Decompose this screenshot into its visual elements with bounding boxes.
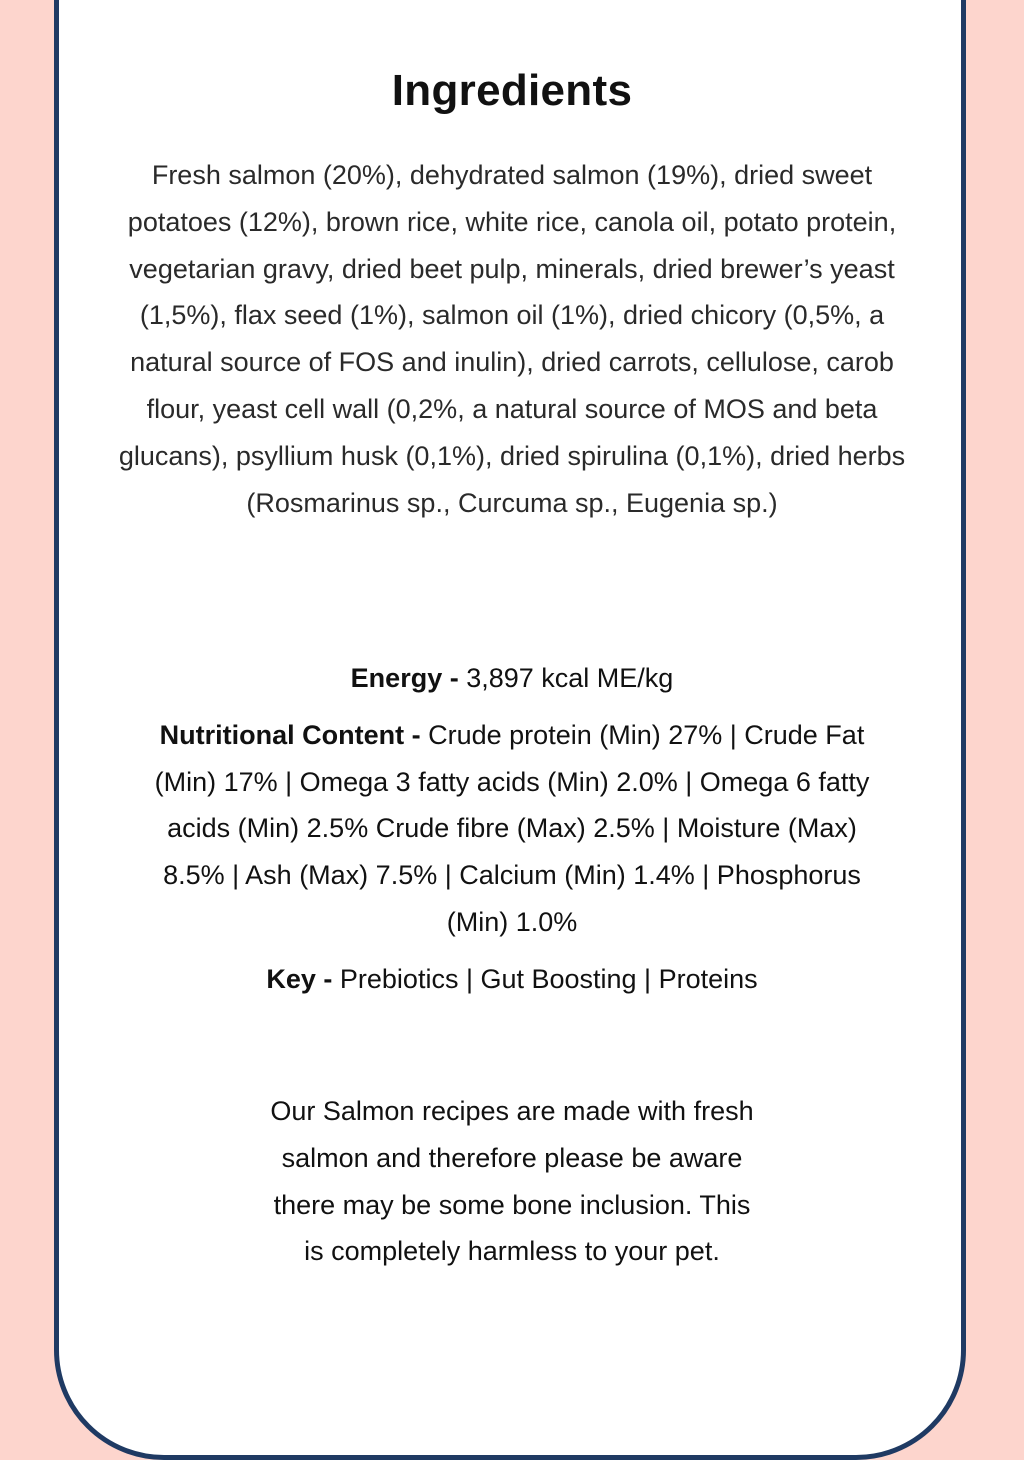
- energy-value: 3,897 kcal ME/kg: [466, 663, 674, 693]
- nutrition-section: [140, 655, 884, 1013]
- key-line: [140, 956, 884, 1003]
- bone-inclusion-note: Our Salmon recipes are made with fresh salmon and therefore please be aware there may be some bone inclusion. This is completely harmless to your pet.: [270, 1096, 754, 1267]
- key-value: Prebiotics | Gut Boosting | Proteins: [339, 963, 758, 994]
- nutritional-content-line: [140, 712, 884, 946]
- ingredients-text: Fresh salmon (20%), dehydrated salmon (19%), dried sweet potatoes (12%), brown rice, white rice, canola oil, potato protein, vegetarian gravy, dried beet pulp, minerals, dried brewer’s yeast (1,5%), flax seed (1%), salmon oil (1%), dried chicory (0,5%, a natural source of FOS and inulin), dried carrots, cellulose, carob flour, yeast cell wall (0,2%, a natural source of MOS and beta glucans), psyllium husk (0,1%), dried spirulina (0,1%), dried herbs (Rosmarinus sp., Curcuma sp., Eugenia sp.): [118, 160, 906, 518]
- energy-line: [140, 655, 884, 702]
- nutritional-content-label: Nutritional Content -: [159, 719, 429, 750]
- key-label: Key -: [266, 963, 340, 994]
- energy-label: Energy -: [350, 663, 467, 693]
- ingredients-heading: Ingredients: [391, 66, 633, 115]
- nutritional-content-value: Crude protein (Min) 27% | Crude Fat (Min) 17% | Omega 3 fatty acids (Min) 2.0% | Omega 6 fatty acids (Min) 2.5% Crude fibre (Max) 2.5% | Moisture (Max) 8.5% | Ash (Max) 7.5% | Calcium (Min) 1.4% | Phosphorus (Min) 1.0%: [154, 719, 870, 937]
